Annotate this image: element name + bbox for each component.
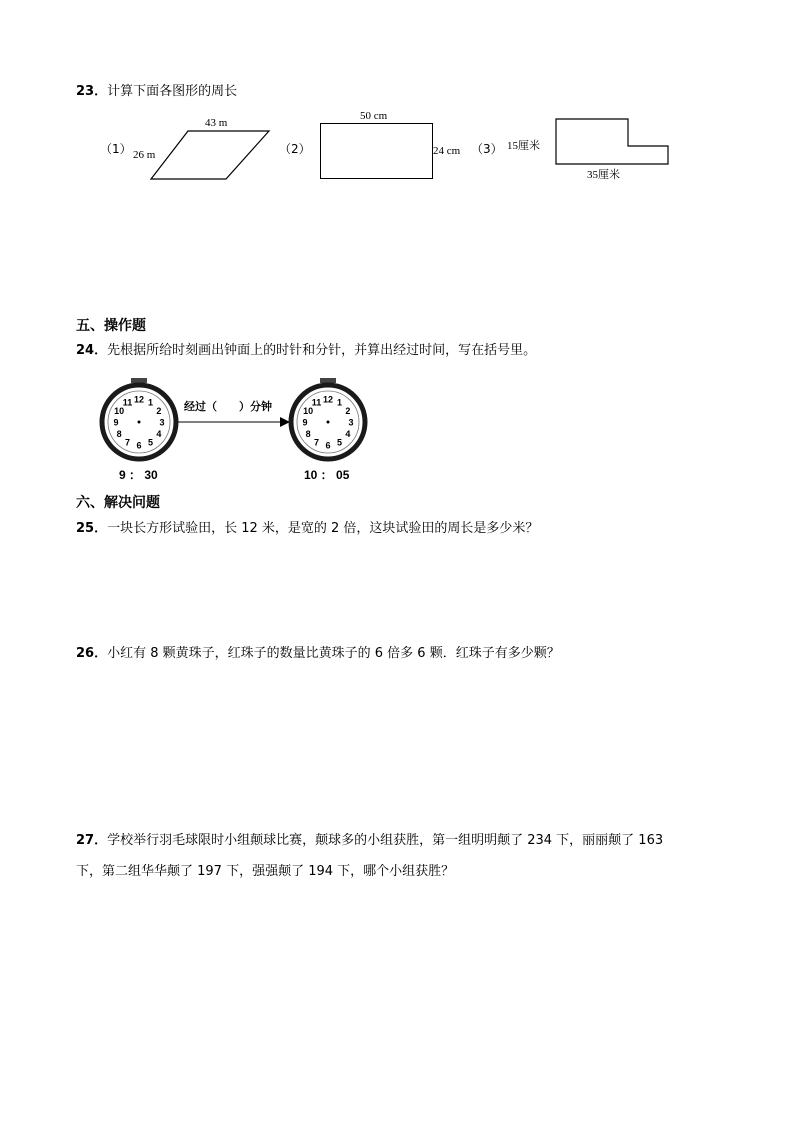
clock-number: 1	[147, 397, 154, 408]
l-shape-figure	[550, 113, 674, 169]
rectangle-side-label: 24 cm	[433, 145, 461, 157]
clock-end-time: 10 ： 05	[304, 468, 350, 482]
section-6-title: 六、解决问题	[76, 495, 160, 511]
l-shape-bottom-label: 35厘米	[587, 169, 620, 181]
question-25	[76, 519, 538, 539]
figure-2-index: （2）	[279, 142, 311, 156]
clock-number: 12	[322, 394, 334, 405]
question-27-line-2: 下，第二组华华颠了 197 下，强强颠了 194 下，哪个小组获胜？	[76, 864, 455, 879]
question-text: 小红有 8 颗黄珠子，红珠子的数量比黄珠子的 6 倍多 6 颗．红珠子有多少颗？	[107, 646, 560, 661]
clock-number: 9	[302, 417, 308, 428]
clock-number: 2	[345, 406, 351, 416]
clock-number: 7	[124, 437, 131, 448]
clock-number: 7	[313, 437, 320, 448]
clock-start	[99, 378, 179, 462]
section-5-title: 五、操作题	[76, 318, 146, 334]
clock-number: 5	[147, 437, 154, 448]
question-text-line-1: 学校举行羽毛球限时小组颠球比赛，颠球多的小组获胜，第一组明明颠了 234 下，丽丽颠了 163	[107, 833, 664, 848]
clock-number: 3	[159, 417, 165, 428]
clock-number: 11	[122, 397, 133, 408]
clock-number: 1	[336, 397, 343, 408]
question-number: 23．	[76, 84, 108, 99]
clock-number: 2	[156, 406, 162, 416]
question-26	[76, 644, 560, 664]
question-text: 一块长方形试验田，长 12 米，是宽的 2 倍，这块试验田的周长是多少米？	[107, 521, 539, 536]
question-23	[76, 82, 237, 102]
clock-number: 6	[136, 440, 142, 451]
clock-number: 6	[325, 440, 331, 451]
clock-number: 12	[133, 394, 145, 405]
clock-end	[288, 378, 368, 462]
figure-1-index: （1）	[100, 142, 132, 156]
clock-number: 9	[113, 417, 119, 428]
question-number: 26．	[76, 646, 108, 661]
l-shape-side-label: 15厘米	[507, 140, 540, 152]
clock-start-time: 9 ： 30	[119, 468, 158, 482]
question-24	[76, 341, 536, 361]
rectangle-top-label: 50 cm	[360, 110, 388, 122]
parallelogram-side-label: 26 m	[133, 149, 156, 161]
question-number: 24．	[76, 343, 108, 358]
arrow-icon	[176, 414, 292, 430]
rectangle-figure	[320, 123, 433, 179]
question-text: 先根据所给时刻画出钟面上的时针和分针，并算出经过时间，写在括号里。	[107, 343, 537, 358]
question-text: 计算下面各图形的周长	[107, 84, 238, 99]
clock-number: 10	[303, 406, 314, 416]
parallelogram-figure	[145, 125, 275, 185]
question-27	[76, 831, 663, 851]
question-number: 25．	[76, 521, 108, 536]
question-number: 27．	[76, 833, 108, 848]
clock-number: 4	[156, 429, 162, 439]
figure-3-index: （3）	[471, 142, 503, 156]
clock-number: 8	[116, 429, 122, 439]
parallelogram-top-label: 43 m	[205, 117, 228, 129]
clock-number: 3	[348, 417, 354, 428]
clock-number: 5	[336, 437, 343, 448]
clock-number: 10	[114, 406, 125, 416]
clock-number: 8	[305, 429, 311, 439]
clock-number: 4	[345, 429, 351, 439]
clock-number: 11	[311, 397, 322, 408]
elapsed-time-label: 经过（ ）分钟	[184, 401, 272, 413]
